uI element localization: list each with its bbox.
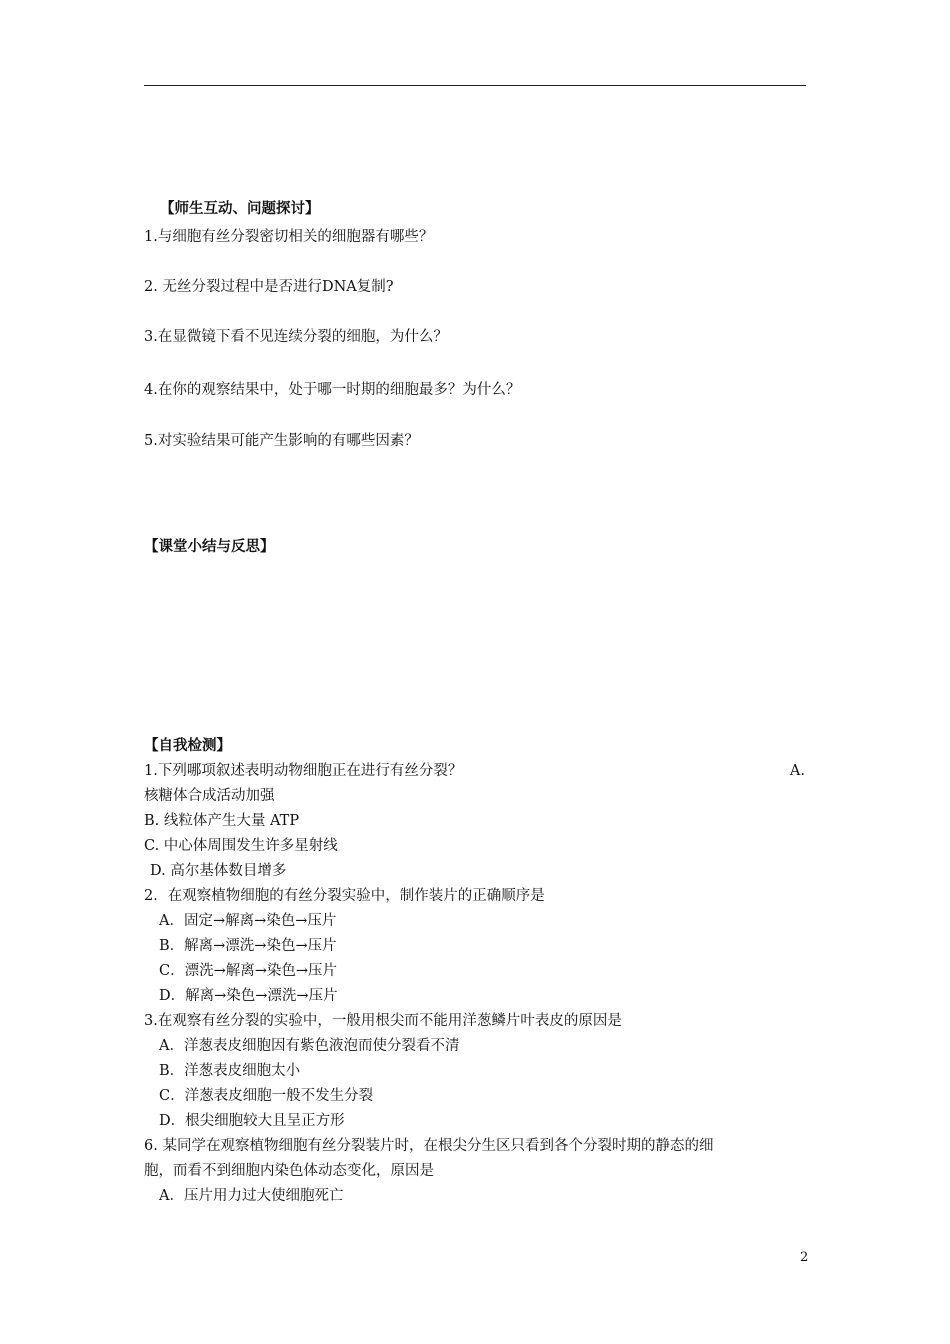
selftest-q2-option-c: C．漂洗→解离→染色→压片 — [159, 963, 338, 979]
question-4: 4.在你的观察结果中，处于哪一时期的细胞最多？为什么？ — [144, 382, 521, 398]
selftest-q1-option-a: 核糖体合成活动加强 — [144, 788, 275, 804]
selftest-q6-line2: 胞，而看不到细胞内染色体动态变化，原因是 — [144, 1163, 434, 1179]
header-rule — [144, 85, 806, 86]
selftest-q1-option-a-prefix: A. — [789, 763, 805, 779]
selftest-q1-option-d: D. 高尔基体数目增多 — [150, 863, 287, 879]
section-heading-interaction: 【师生互动、问题探讨】 — [160, 201, 320, 217]
selftest-q3-option-a: A．洋葱表皮细胞因有紫色液泡而使分裂看不清 — [159, 1038, 460, 1054]
selftest-q2-option-b: B．解离→漂洗→染色→压片 — [159, 938, 337, 954]
selftest-q2-option-d: D．解离→染色→漂洗→压片 — [159, 988, 338, 1004]
section-heading-selftest: 【自我检测】 — [144, 738, 231, 754]
question-3: 3.在显微镜下看不见连续分裂的细胞，为什么？ — [144, 329, 448, 345]
selftest-q1-option-b: B. 线粒体产生大量 ATP — [144, 813, 300, 829]
selftest-q1-option-c: C. 中心体周围发生许多星射线 — [144, 838, 338, 854]
question-2: 2. 无丝分裂过程中是否进行DNA复制? — [144, 279, 394, 295]
selftest-q3-option-d: D．根尖细胞较大且呈正方形 — [159, 1113, 345, 1129]
selftest-q3-option-c: C．洋葱表皮细胞一般不发生分裂 — [159, 1088, 374, 1104]
selftest-q2-option-a: A．固定→解离→染色→压片 — [159, 913, 337, 929]
selftest-q1: 1.下列哪项叙述表明动物细胞正在进行有丝分裂？ — [144, 763, 463, 779]
section-heading-summary: 【课堂小结与反思】 — [144, 539, 275, 555]
selftest-q2: 2．在观察植物细胞的有丝分裂实验中，制作装片的正确顺序是 — [144, 888, 545, 904]
page-number: 2 — [800, 1250, 809, 1265]
question-5: 5.对实验结果可能产生影响的有哪些因素？ — [144, 433, 419, 449]
selftest-q3-option-b: B．洋葱表皮细胞太小 — [159, 1063, 301, 1079]
selftest-q6-option-a: A．压片用力过大使细胞死亡 — [159, 1188, 344, 1204]
selftest-q3: 3.在观察有丝分裂的实验中，一般用根尖而不能用洋葱鳞片叶表皮的原因是 — [144, 1013, 622, 1029]
selftest-q6-line1: 6. 某同学在观察植物细胞有丝分裂装片时，在根尖分生区只看到各个分裂时期的静态的细 — [144, 1138, 714, 1154]
question-1: 1.与细胞有丝分裂密切相关的细胞器有哪些？ — [144, 229, 434, 245]
